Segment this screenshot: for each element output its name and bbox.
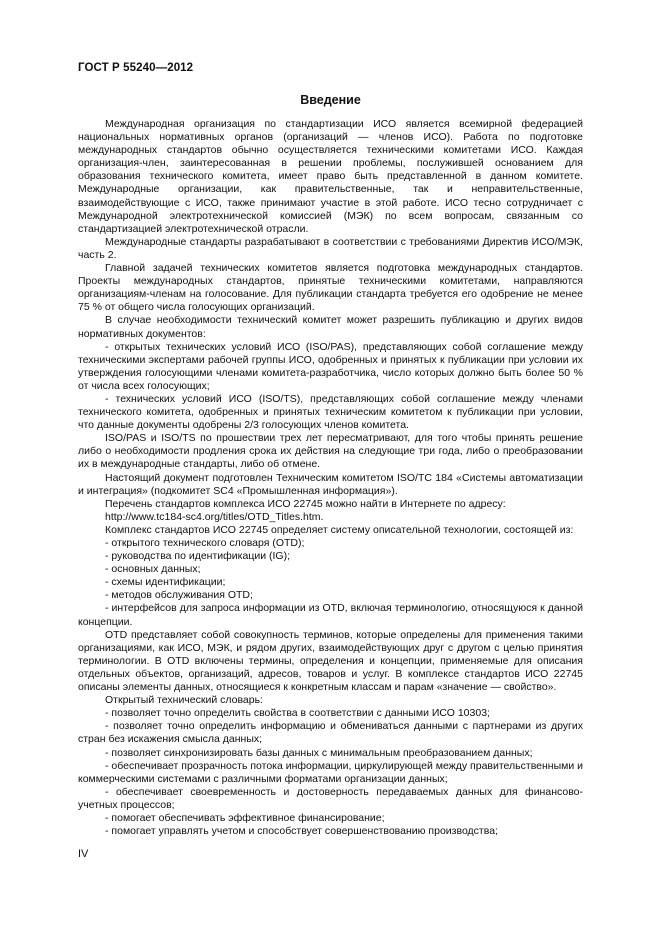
list-item: - технических условий ИСО (ISO/TS), представляющих собой соглашение между членами технического комитета, одобренных и принятых техническим комитетом к публикации при условии, что данные документы одобрены 2/3 голосующих членов комитета. — [78, 392, 583, 432]
paragraph: OTD представляет собой совокупность терминов, которые определены для применения такими организациями, как ИСО, МЭК, и рядом других, взаимодействующих друг с другом с целью принятия терминологии. В OTD включены термины, определения и концепции, применяемые для описания отдельных объектов, организаций, адресов, товаров и услуг. В комплексе стандартов ИСО 22745 описаны элементы данных, относящиеся к конкретным классам и парам «значение — свойство». — [78, 628, 583, 694]
list-item: - руководства по идентификации (IG); — [105, 550, 290, 563]
paragraph: В случае необходимости технический комитет может разрешить публикацию и других видов нормативных документов: — [78, 314, 583, 340]
body-text — [78, 118, 583, 838]
list-item: - помогает обеспечивать эффективное финансирование; — [105, 811, 385, 824]
paragraph: Перечень стандартов комплекса ИСО 22745 можно найти в Интернете по адресу: — [105, 497, 506, 510]
paragraph: Международные стандарты разрабатывают в соответствии с требованиями Директив ИСО/МЭК, часть 2. — [78, 235, 583, 261]
list-item: - обеспечивает своевременность и достоверность передаваемых данных для финансово-учетных процессов; — [78, 785, 583, 811]
list-item: - помогает управлять учетом и способствует совершенствованию производства; — [105, 825, 498, 838]
list-item: - позволяет синхронизировать базы данных с минимальным преобразованием данных; — [105, 746, 533, 759]
standard-header: ГОСТ Р 55240—2012 — [78, 62, 194, 74]
list-item: - открытых технических условий ИСО (ISO/PAS), представляющих собой соглашение между техническими экспертами рабочей группы ИСО, одобренных и принятых к публикации при условии их утверждения голосующими членами комитета-разработчика, число которых должно быть более 50 % от числа всех голосующих; — [78, 340, 583, 392]
list-item: - открытого технического словаря (OTD); — [105, 537, 305, 549]
list-item: - позволяет точно определить информацию и обмениваться данными с партнерами из других стран без искажения смысла данных; — [78, 720, 583, 746]
list-item: - методов обслуживания OTD; — [105, 589, 253, 602]
url-text: http://www.tc184-sc4.org/titles/OTD_Titles.htm. — [105, 510, 324, 523]
paragraph: Открытый технический словарь: — [105, 694, 263, 707]
list-item: - основных данных; — [105, 563, 201, 576]
page-number: IV — [78, 848, 89, 860]
paragraph: Главной задачей технических комитетов является подготовка международных стандартов. Проекты международных стандартов, принятые техническими комитетами, направляются организациям-членам на голосование. Для публикации стандарта требуется его одобрение не менее 75 % от общего числа голосующих организаций. — [78, 262, 583, 314]
paragraph: ISO/PAS и ISO/TS по прошествии трех лет пересматривают, для того чтобы принять решение либо о необходимости продления срока их действия на следующие три года, либо о преобразовании их в международные стандарты, либо об отмене. — [78, 432, 583, 471]
section-title: Введение — [300, 93, 361, 107]
list-item: - схемы идентификации; — [105, 576, 226, 589]
list-item: - обеспечивает прозрачность потока информации, циркулирующей между правительственными и коммерческими системами с различными форматами организации данных; — [78, 759, 584, 785]
list-item: - интерфейсов для запроса информации из OTD, включая терминологию, относящуюся к данной концепции. — [78, 602, 583, 628]
paragraph: Международная организация по стандартизации ИСО является всемирной федерацией национальных нормативных органов (организаций — членов ИСО). Работа по подготовке международных стандартов обычно осуществляется техническими комитетами ИСО. Каждая организация-член, заинтересованная в решении проблемы, послужившей основанием для образования технического комитета, имеет право быть представленной в данном комитете. Международные организации, как правительственные, так и неправительственные, взаимодействующие с ИСО, также принимают участие в этой работе. ИСО тесно сотрудничает с Международной электротехнической комиссией (МЭК) по всем вопросам, связанным со стандартизацией электротехнической отрасли. — [78, 118, 583, 235]
paragraph: Комплекс стандартов ИСО 22745 определяет систему описательной технологии, состоящей из: — [105, 523, 574, 536]
list-item: - позволяет точно определить свойства в соответствии с данными ИСО 10303; — [105, 707, 490, 720]
paragraph: Настоящий документ подготовлен Техническим комитетом ISO/TC 184 «Системы автоматизации и интеграция» (подкомитет SC4 «Промышленная информация»). — [78, 471, 583, 497]
